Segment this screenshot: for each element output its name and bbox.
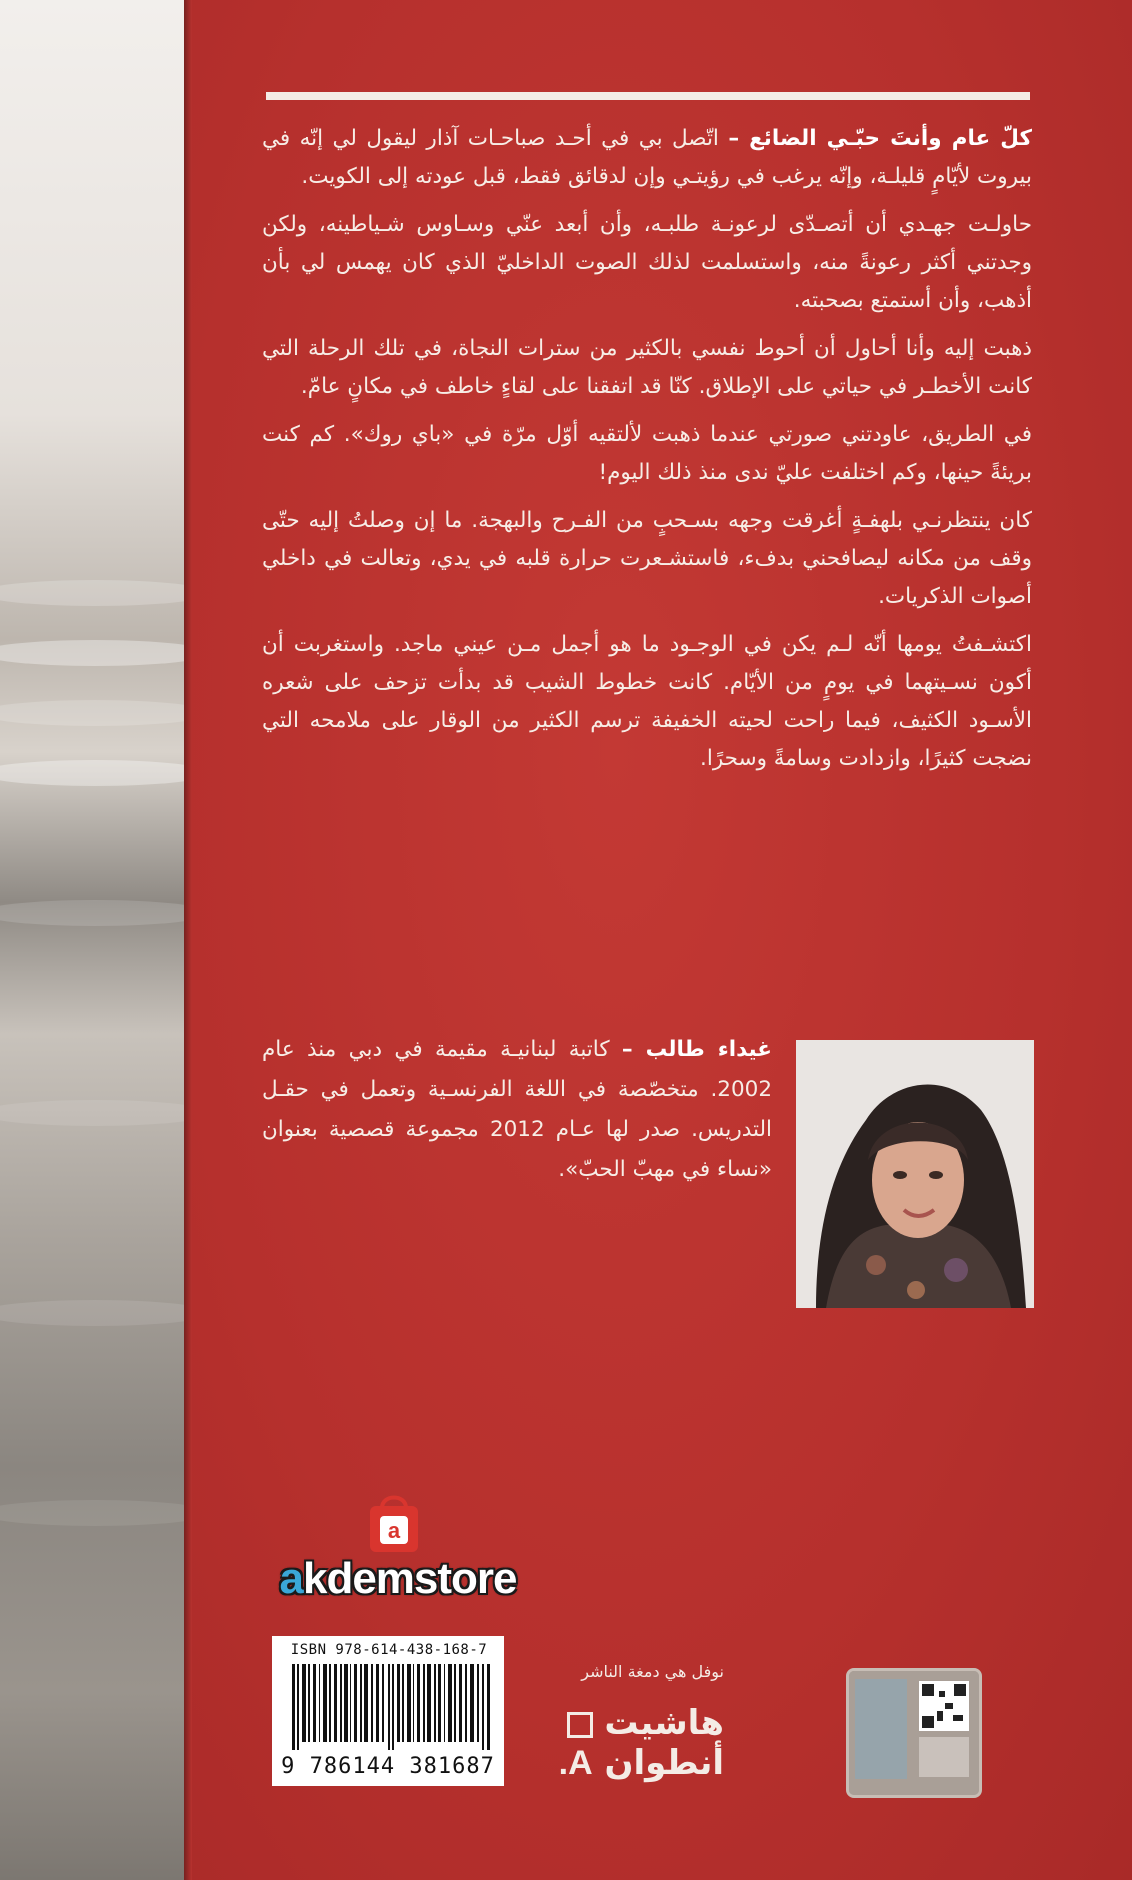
blurb-paragraph-5: كان ينتظرنـي بلهفـةٍ أغرقت وجهه بسـحبٍ من الفـرح والبهجة. ما إن وصلتُ إليه حتّى وقف من مكانه ليصافحني بدفء، فاستشـعرت حرارة قلبه في يدي، وتعالت في داخلي أصوات الذكريات. xyxy=(262,508,1032,609)
book-blurb xyxy=(262,120,1032,788)
author-bio xyxy=(262,1030,772,1190)
publisher-a-mark-icon: A. xyxy=(558,1744,593,1782)
blurb-title: كلّ عام وأنتَ حبّـي الضائع – xyxy=(728,126,1032,151)
authenticity-sticker xyxy=(846,1668,982,1798)
blurb-paragraph-4: في الطريق، عاودتني صورتي عندما ذهبت لألتقيه أوّل مرّة في «باي روك». كم كنت بريئةً حينها، وكم اختلفت عليّ ندى منذ ذلك اليوم! xyxy=(262,422,1032,485)
barcode-bars xyxy=(292,1664,490,1750)
akdemstore-logo xyxy=(246,1490,550,1630)
top-divider xyxy=(266,92,1030,100)
barcode-digits: 9 786144 381687 xyxy=(281,1754,495,1779)
author-name: غيداء طالب – xyxy=(621,1037,772,1062)
isbn-label: ISBN 978-614-438-168-7 xyxy=(290,1642,488,1658)
blurb-paragraph-2: حاولـت جهـدي أن أتصـدّى لرعونـة طلبـه، وأن أبعد عنّي وسـاوس شـياطينه، ولكن وجدتني أكثر رعونةً منه، واستسلمت لذلك الصوت الداخليّ الذي كان يهمس لي بأن أذهب، وأن أستمتع بصحبته. xyxy=(262,212,1032,313)
publisher-h-icon xyxy=(567,1712,593,1738)
svg-text:a: a xyxy=(387,1518,401,1543)
author-bio-text: كاتبة لبنانيـة مقيمة في دبي منذ عام 2002. متخصّصة في اللغة الفرنسـية وتعمل في حقـل التدريس. صدر لها عـام 2012 مجموعة قصصية بعنوان «نساء في مهبّ الحبّ». xyxy=(262,1037,772,1182)
spine-shadow xyxy=(184,0,192,1880)
publisher-name-line1: هاشيت xyxy=(548,1704,724,1742)
blurb-paragraph-1: كلّ عام وأنتَ حبّـي الضائع – اتّصل بي في أحـد صباحـات آذار ليقول لي إنّه في بيروت لأيّامٍ قليلـة، وإنّه يرغب في رؤيتـي وإن لدقائق فقط، قبل عودته إلى الكويت. xyxy=(262,126,1032,189)
author-portrait xyxy=(796,1040,1034,1308)
shopping-bag-icon xyxy=(366,1490,422,1554)
spine-photo-strip xyxy=(0,0,184,1880)
publisher-note: نوفل هي دمغة الناشر xyxy=(581,1662,724,1681)
publisher-name-line2: أنطوان A. xyxy=(558,1743,724,1783)
akdemstore-wordmark: akdemstore xyxy=(279,1554,517,1603)
blurb-paragraph-6: اكتشـفتُ يومها أنّه لـم يكن في الوجـود ما هو أجمل مـن عيني ماجد. واستغربت أن أكون نسـيتهما في يومٍ من الأيّام. كانت خطوط الشيب قد بدأت تزحف على شعره الأسـود الكثيف، فيما راحت لحيته الخفيفة ترسم الكثير من الوقار على ملامحه التي نضجت كثيرًا، وازدادت وسامةً وسحرًا. xyxy=(262,632,1032,771)
isbn-barcode xyxy=(272,1636,504,1786)
blurb-paragraph-3: ذهبت إليه وأنا أحاول أن أحوط نفسي بالكثير من سترات النجاة، في تلك الرحلة التي كانت الأخطـر في حياتي على الإطلاق. كنّا قد اتفقنا على لقاءٍ خاطف في مكانٍ عامّ. xyxy=(262,336,1032,399)
